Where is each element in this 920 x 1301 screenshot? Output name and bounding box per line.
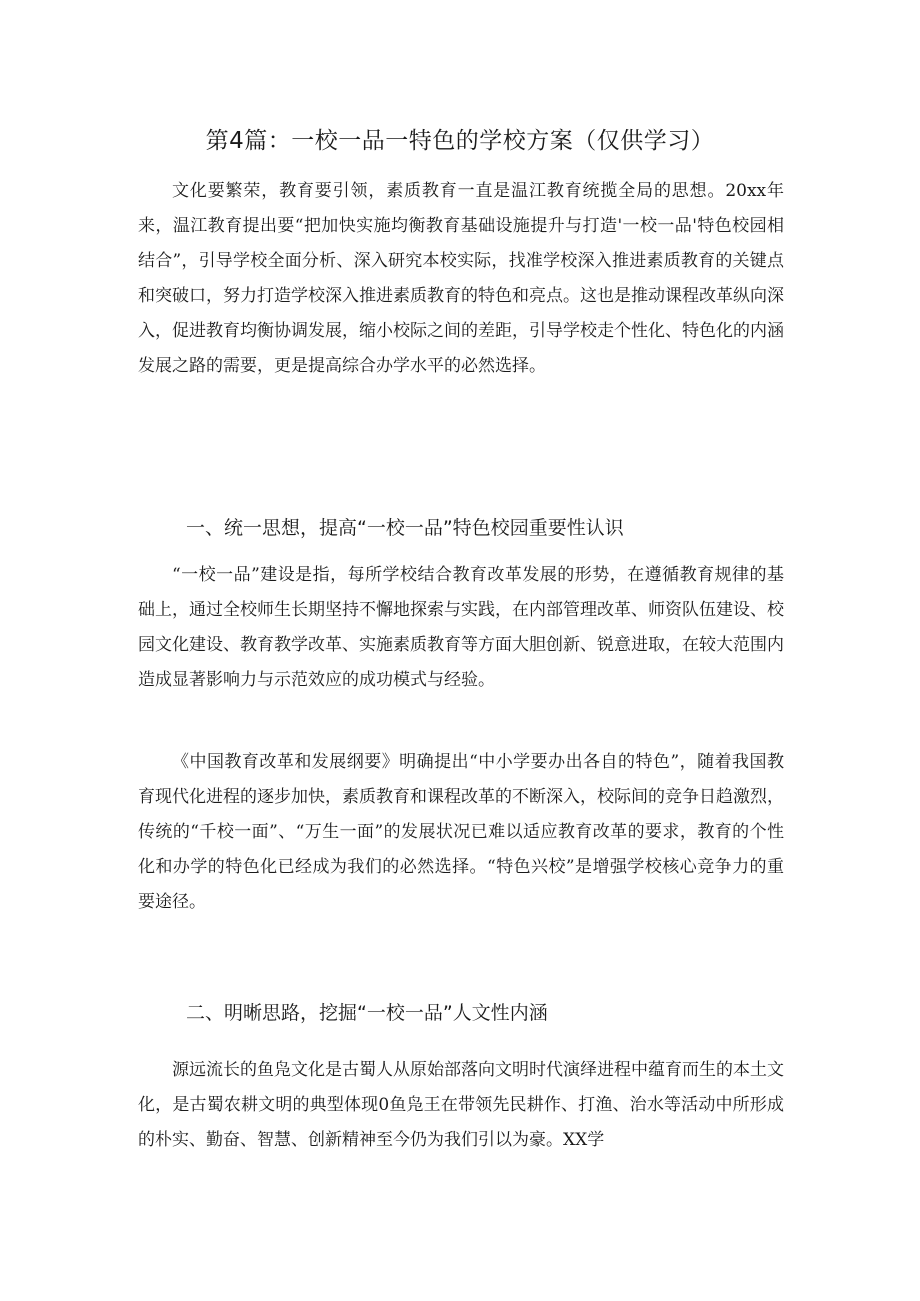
paragraph-definition [138,558,784,698]
paragraph-text: 《中国教育改革和发展纲要》明确提出“中小学要办出各自的特色”，随着我国教育现代化进程的逐步加快，素质教育和课程改革的不断深入，校际间的竞争日趋激烈，传统的“千校一面”、“万生一面”的发展状况已难以适应教育改革的要求，教育的个性化和办学的特色化已经成为我们的必然选择。“特色兴校”是增强学校核心竞争力的重要途径。 [138,752,784,912]
paragraph-intro [138,174,784,384]
section-heading-1: 一、统一思想，提高“一校一品”特色校园重要性认识 [186,517,624,539]
paragraph-culture [138,1053,784,1158]
paragraph-text: 文化要繁荣，教育要引领，素质教育一直是温江教育统揽全局的思想。20xx年来，温江教育提出要“把加快实施均衡教育基础设施提升与打造'一校一品'特色校园相结合”，引导学校全面分析、深入研究本校实际，找准学校深入推进素质教育的关键点和突破口，努力打造学校深入推进素质教育的特色和亮点。这也是推动课程改革纵向深入，促进教育均衡协调发展，缩小校际之间的差距，引导学校走个性化、特色化的内涵发展之路的需要，更是提高综合办学水平的必然选择。 [138,181,784,376]
section-heading-2: 二、明晰思路，挖掘“一校一品”人文性内涵 [186,1002,548,1024]
paragraph-text: 源远流长的鱼凫文化是古蜀人从原始部落向文明时代演绎进程中蕴育而生的本土文化，是古蜀农耕文明的典型体现0鱼凫王在带领先民耕作、打渔、治水等活动中所形成的朴实、勤奋、智慧、创新精神至今仍为我们引以为豪。XX学 [138,1060,784,1150]
paragraph-outline [138,745,784,920]
paragraph-text: “一校一品”建设是指，每所学校结合教育改革发展的形势，在遵循教育规律的基础上，通过全校师生长期坚持不懈地探索与实践，在内部管理改革、师资队伍建设、校园文化建设、教育教学改革、实施素质教育等方面大胆创新、锐意进取，在较大范围内造成显著影响力与示范效应的成功模式与经验。 [138,565,784,690]
document-title: 第4篇：一校一品一特色的学校方案（仅供学习） [205,128,715,154]
